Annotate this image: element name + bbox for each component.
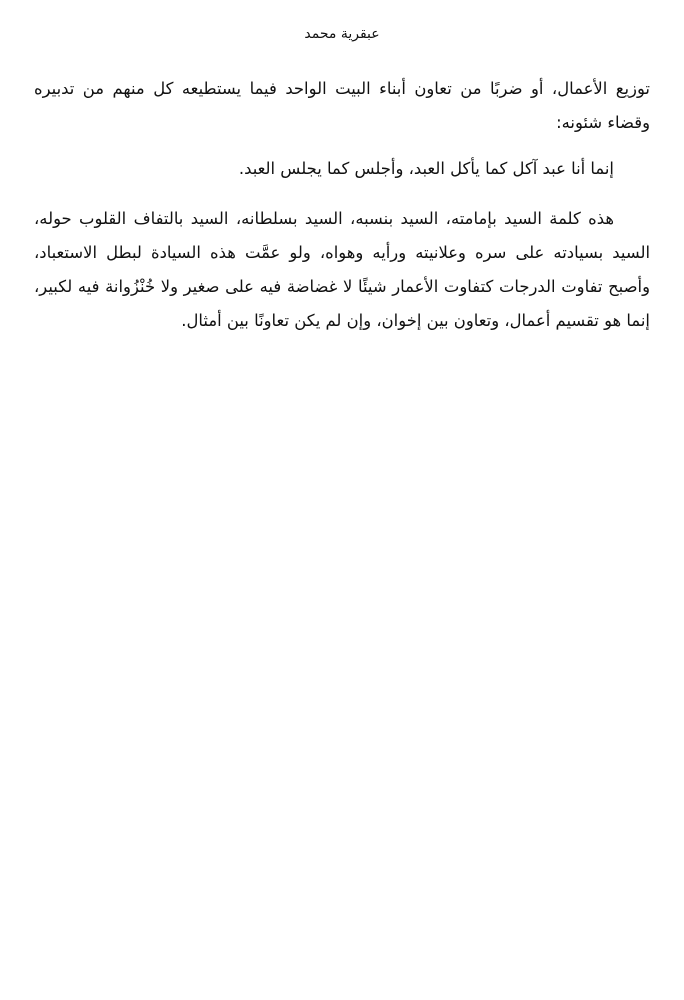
quoted-saying: إنما أنا عبد آكل كما يأكل العبد، وأجلس كما يجلس العبد. <box>238 159 614 178</box>
paragraph-master-word: هذه كلمة السيد بإمامته، السيد بنسبه، السيد بسلطانه، السيد بالتفاف القلوب حوله، السيد بسيادته على سره وعلانيته ورأيه وهواه، ولو عمَّت هذه السيادة لبطل الاستعباد، وأصبح تفاوت الدرجات كتفاوت الأعمار شيئًا لا غضاضة فيه على صغير ولا خُنْزُوانة فيه لكبير، إنما هو تقسيم أعمال، وتعاون بين إخوان، وإن لم يكن تعاونًا بين أمثال. <box>34 209 650 330</box>
paragraph-distribution-of-work: توزيع الأعمال، أو ضربًا من تعاون أبناء البيت الواحد فيما يستطيعه كل منهم من تدبيره وقضاء شئونه: <box>34 79 650 132</box>
page-body <box>34 72 650 338</box>
running-header: عبقرية محمد <box>304 26 380 42</box>
